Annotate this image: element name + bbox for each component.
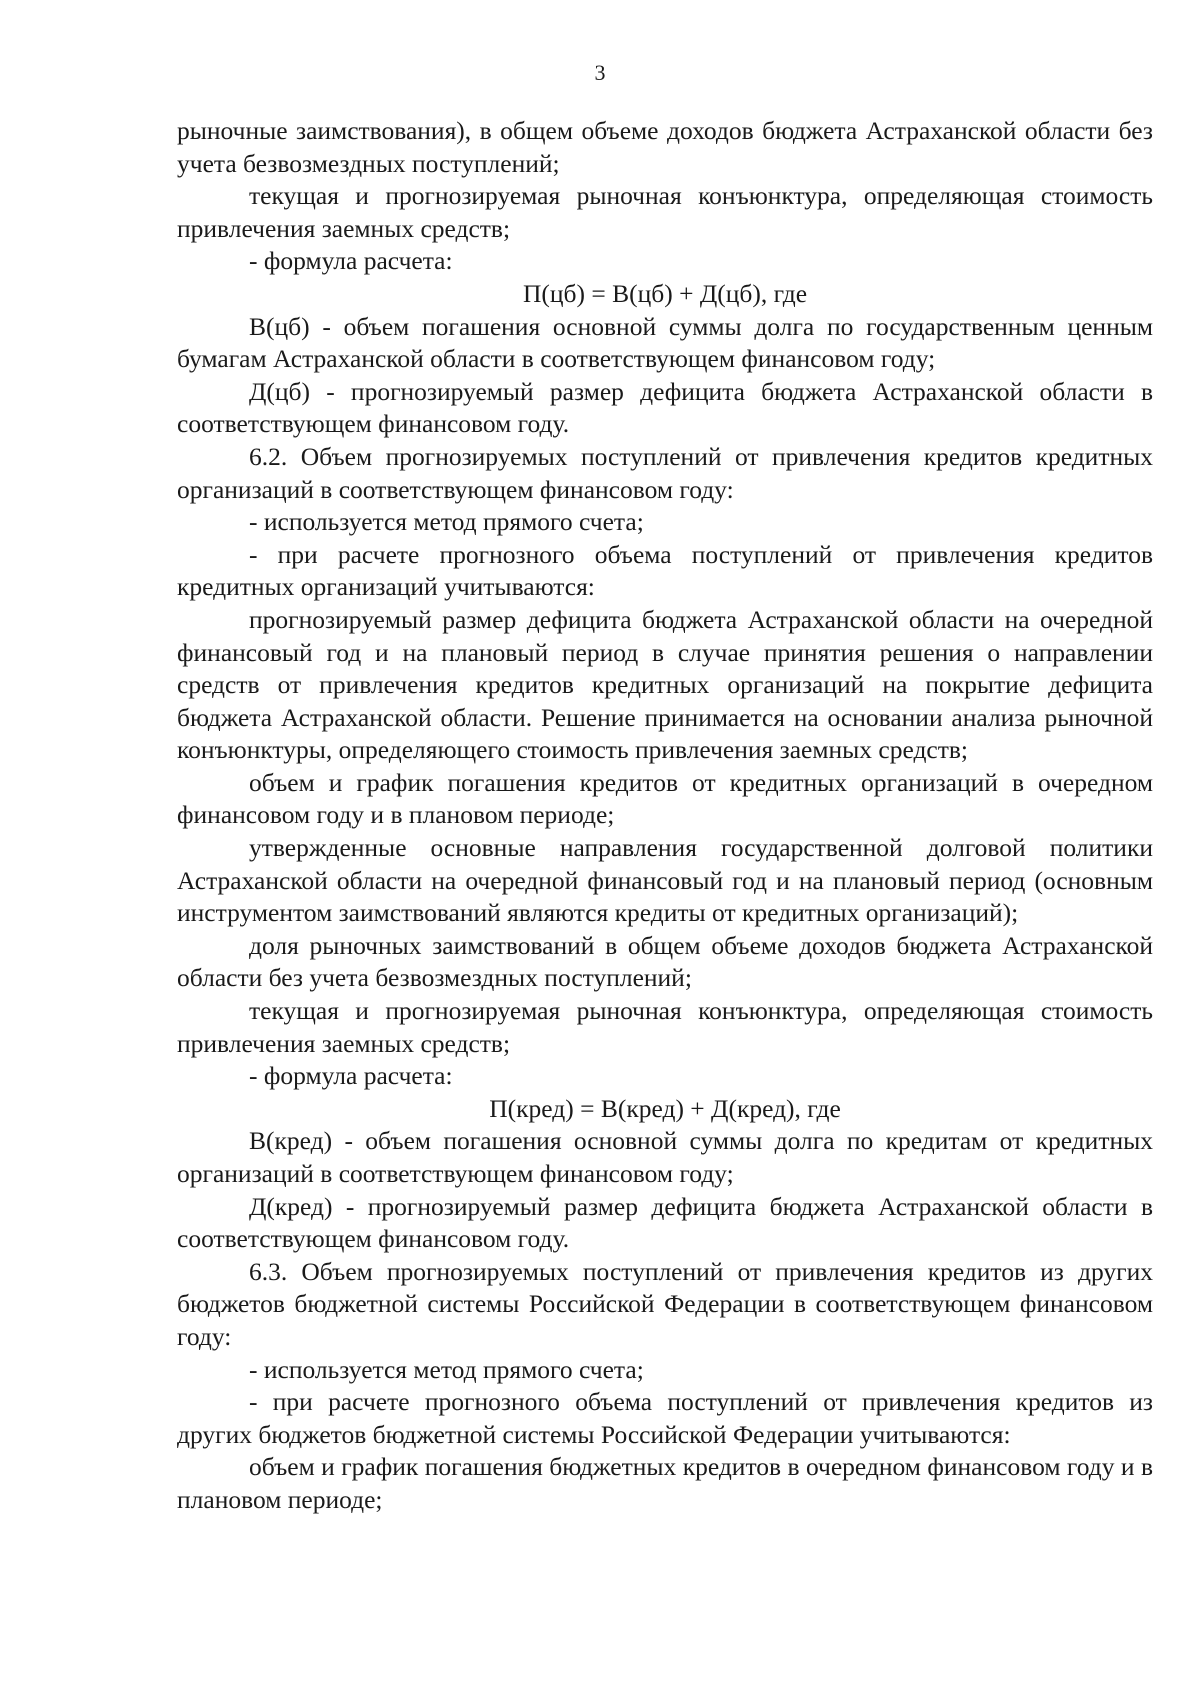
paragraph: доля рыночных заимствований в общем объеме доходов бюджета Астраханской области без учета безвозмездных поступлений;	[177, 930, 1153, 993]
formula: П(цб) = В(цб) + Д(цб), где	[522, 278, 808, 308]
paragraph: - формула расчета:	[249, 246, 453, 276]
paragraph: Д(цб) - прогнозируемый размер дефицита бюджета Астраханской области в соответствующем финансовом году.	[177, 376, 1153, 439]
paragraph: прогнозируемый размер дефицита бюджета Астраханской области на очередной финансовый год и на плановый период в случае принятия решения о направлении средств от привлечения кредитов кредитных организаций на покрытие дефицита бюджета Астраханской области. Решение принимается на основании анализа рыночной конъюнктуры, определяющего стоимость привлечения заемных средств;	[177, 604, 1153, 765]
document-body	[177, 115, 1153, 1517]
section-paragraph-6-2: 6.2. Объем прогнозируемых поступлений от привлечения кредитов кредитных организаций в соответствующем финансовом году:	[177, 441, 1153, 504]
paragraph: объем и график погашения кредитов от кредитных организаций в очередном финансовом году и в плановом периоде;	[177, 767, 1153, 830]
paragraph: Д(кред) - прогнозируемый размер дефицита бюджета Астраханской области в соответствующем финансовом году.	[177, 1191, 1153, 1254]
paragraph: объем и график погашения бюджетных кредитов в очередном финансовом году и в плановом периоде;	[177, 1452, 1153, 1514]
paragraph: В(цб) - объем погашения основной суммы долга по государственным ценным бумагам Астраханской области в соответствующем финансовом году;	[177, 311, 1153, 374]
paragraph: - при расчете прогнозного объема поступлений от привлечения кредитов из других бюджетов бюджетной системы Российской Федерации учитываются:	[177, 1387, 1153, 1449]
paragraph: В(кред) - объем погашения основной суммы долга по кредитам от кредитных организаций в соответствующем финансовом году;	[177, 1126, 1153, 1188]
paragraph: утвержденные основные направления государственной долговой политики Астраханской области на очередной финансовый год и на плановый период (основным инструментом заимствований являются кредиты от кредитных организаций);	[177, 833, 1153, 928]
paragraph: - используется метод прямого счета;	[249, 507, 644, 537]
paragraph: - формула расчета:	[249, 1061, 453, 1091]
paragraph: текущая и прогнозируемая рыночная конъюнктура, определяющая стоимость привлечения заемных средств;	[177, 181, 1153, 243]
formula: П(кред) = В(кред) + Д(кред), где	[489, 1093, 841, 1123]
section-paragraph-6-3: 6.3. Объем прогнозируемых поступлений от привлечения кредитов из других бюджетов бюджетной системы Российской Федерации в соответствующем финансовом году:	[177, 1256, 1153, 1351]
paragraph: - при расчете прогнозного объема поступлений от привлечения кредитов кредитных организаций учитываются:	[177, 539, 1153, 602]
paragraph: рыночные заимствования), в общем объеме доходов бюджета Астраханской области без учета безвозмездных поступлений;	[177, 116, 1153, 178]
paragraph: текущая и прогнозируемая рыночная конъюнктура, определяющая стоимость привлечения заемных средств;	[177, 996, 1153, 1058]
paragraph: - используется метод прямого счета;	[249, 1354, 644, 1384]
page-number: 3	[594, 60, 606, 85]
